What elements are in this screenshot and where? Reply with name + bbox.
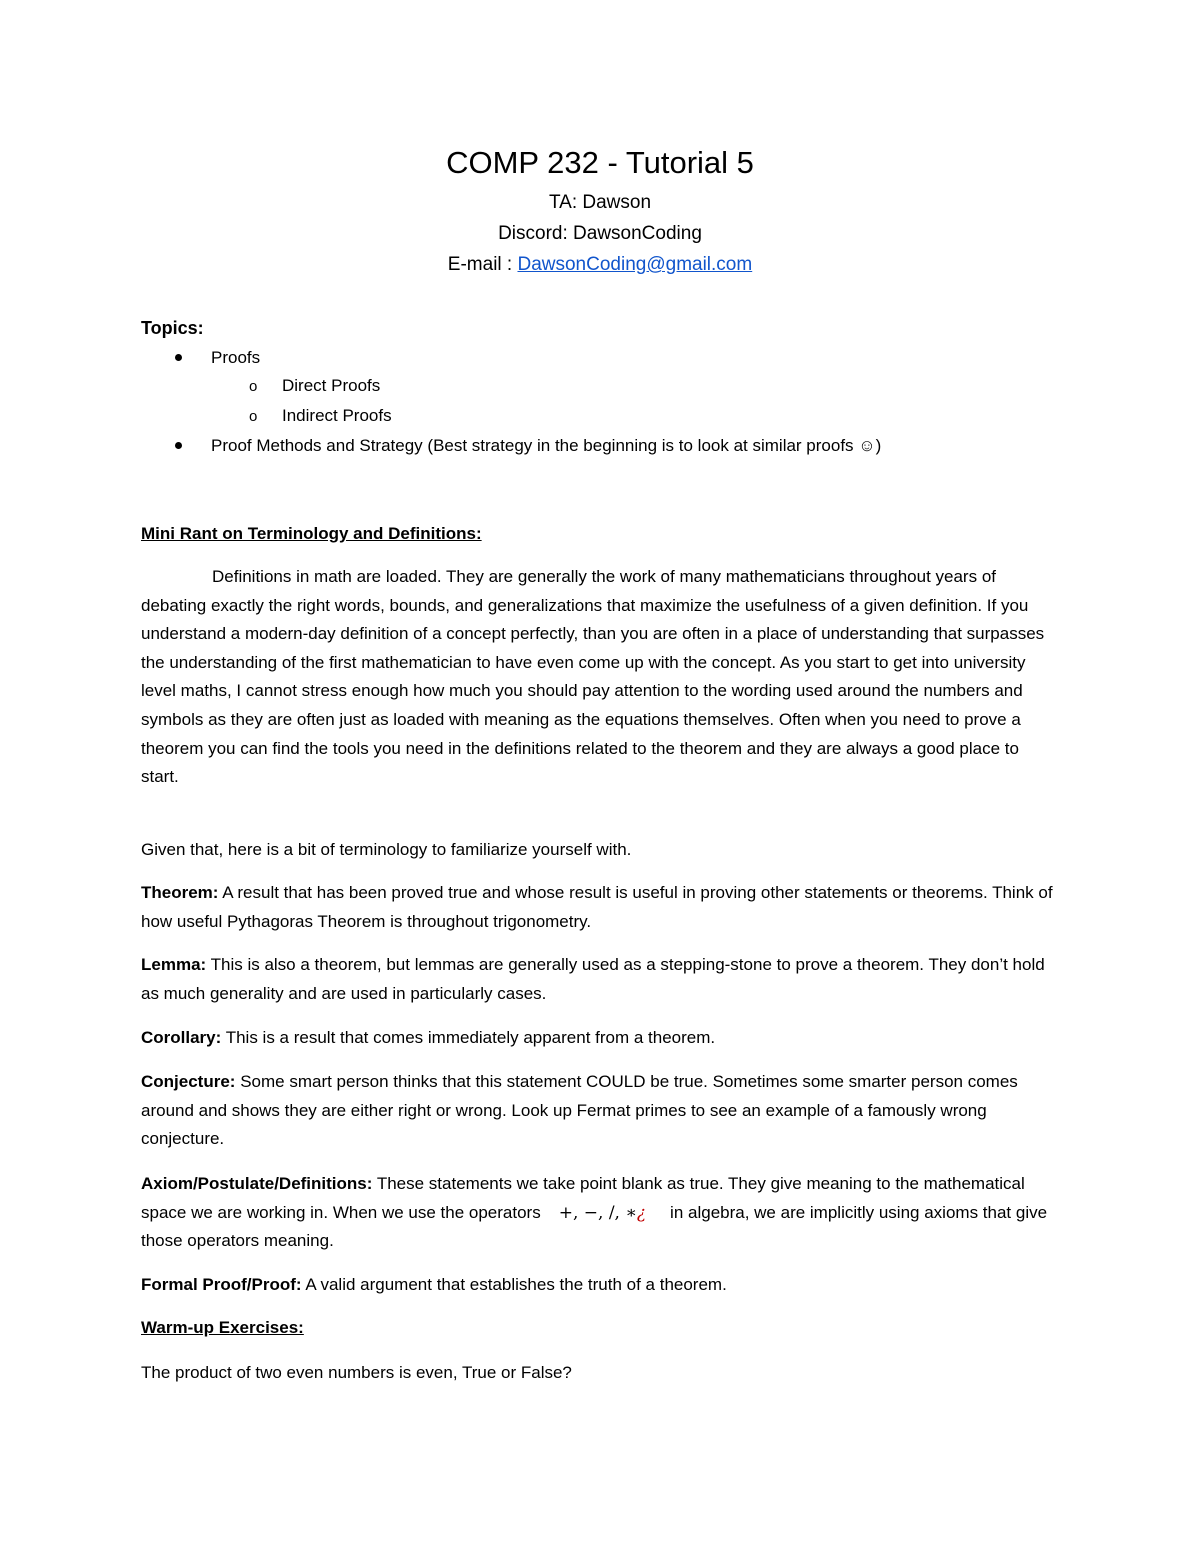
bullet-icon	[175, 354, 182, 361]
definition-axiom	[141, 1170, 1061, 1256]
discord-line: Discord: DawsonCoding	[498, 223, 702, 244]
rant-paragraph	[141, 563, 1061, 792]
warmup-question: The product of two even numbers is even, True or False?	[141, 1363, 572, 1382]
document-title: COMP 232 - Tutorial 5	[446, 145, 754, 180]
ta-line: TA: Dawson	[548, 192, 652, 213]
email-link[interactable]: DawsonCoding@gmail.com	[517, 254, 753, 275]
email-line	[0, 251, 1200, 279]
bullet-icon	[175, 442, 182, 449]
sub-bullet-icon: o	[249, 408, 258, 425]
list-item: Proofs	[211, 348, 261, 367]
intro-paragraph: Given that, here is a bit of terminology to familiarize yourself with.	[141, 840, 632, 859]
term-text: This is a result that comes immediately apparent from a theorem.	[221, 1028, 716, 1047]
definition-theorem	[141, 879, 1061, 936]
term-text: in algebra, we are implicitly using axioms that give those operators meaning.	[141, 1202, 1048, 1251]
operators-text: +, −, /, ∗	[558, 1202, 637, 1223]
topics-heading: Topics:	[141, 318, 204, 338]
definition-corollary	[141, 1024, 1061, 1053]
term-text: A result that has been proved true and whose result is useful in proving other statements or theorems. Think of how useful Pythagoras Theorem is throughout trigonometry.	[141, 883, 1053, 931]
email-label: E-mail :	[447, 254, 518, 275]
operators-tail: ¿	[636, 1202, 647, 1223]
term-label: Corollary:	[141, 1028, 222, 1047]
definition-conjecture	[141, 1068, 1061, 1154]
list-item: Direct Proofs	[282, 376, 381, 395]
term-text: These statements we take point blank as true. They give meaning to the mathematical space we are working in. When we use the operators	[141, 1174, 1025, 1222]
term-text: A valid argument that establishes the truth of a theorem.	[301, 1275, 727, 1294]
term-label: Conjecture:	[141, 1072, 236, 1091]
term-label: Axiom/Postulate/Definitions:	[141, 1174, 373, 1193]
term-label: Formal Proof/Proof:	[141, 1275, 302, 1294]
list-item: Proof Methods and Strategy (Best strategy in the beginning is to look at similar proofs ☺)	[211, 436, 882, 455]
term-label: Lemma:	[141, 955, 207, 974]
sub-bullet-icon: o	[249, 378, 258, 395]
definition-formal-proof	[141, 1271, 1061, 1300]
term-text: Some smart person thinks that this statement COULD be true. Sometimes some smarter person comes around and shows they are either right or wrong. Look up Fermat primes to see an example of a famously wrong conjecture.	[141, 1072, 1018, 1149]
list-item: Indirect Proofs	[282, 406, 392, 425]
rant-heading: Mini Rant on Terminology and Definitions:	[141, 524, 482, 543]
term-label: Theorem:	[141, 883, 219, 902]
warmup-heading: Warm-up Exercises:	[141, 1318, 304, 1337]
operators-formula	[559, 1199, 646, 1228]
definition-lemma	[141, 951, 1061, 1008]
rant-body: Definitions in math are loaded. They are generally the work of many mathematicians throughout years of debating exactly the right words, bounds, and generalizations that maximize the usefulness of a given definition. If you understand a modern-day definition of a concept perfectly, than you are often in a place of understanding that surpasses the understanding of the first mathematician to have even come up with the concept. As you start to get into university level maths, I cannot stress enough how much you should pay attention to the wording used around the numbers and symbols as they are often just as loaded with meaning as the equations themselves. Often when you need to prove a theorem you can find the tools you need in the definitions related to the theorem and they are always a good place to start.	[141, 567, 1045, 787]
term-text: This is also a theorem, but lemmas are generally used as a stepping-stone to prove a theorem. They don’t hold as much generality and are used in particularly cases.	[141, 955, 1045, 1003]
